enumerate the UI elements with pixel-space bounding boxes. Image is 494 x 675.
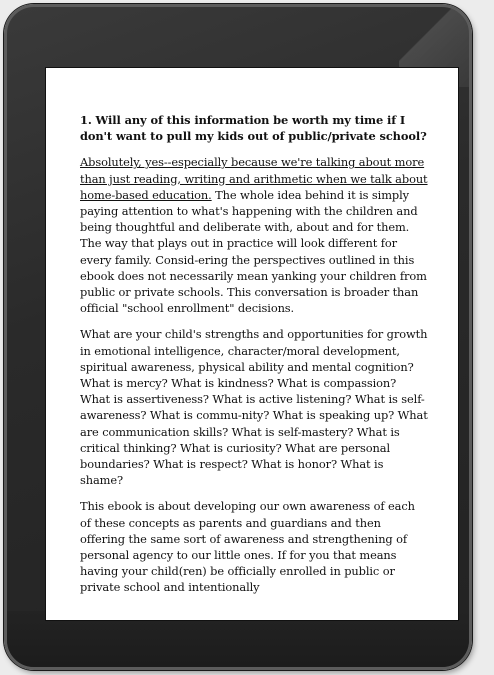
- answer-paragraph-1: [80, 154, 428, 316]
- ebook-page-content: [80, 112, 428, 606]
- underlined-answer-link[interactable]: Absolutely, yes--especially because we're talking about more than just reading, writing and arithmetic when we talk about home-based education.: [80, 155, 428, 202]
- answer-paragraph-1-text: The whole idea behind it is simply paying attention to what's happening with the children and being thoughtful and deliberate with, about and for them. The way that plays out in practice will look different for every family. Consid-ering the perspectives outlined in this ebook does not necessarily mean yanking your children from public or private schools. This conversation is broader than official "school enrollment" decisions.: [80, 187, 427, 316]
- answer-paragraph-2: What are your child's strengths and opportunities for growth in emotional intelligence, character/moral development, spiritual awareness, physical ability and mental cognition? What is mercy? What is kindness? What is compassion? What is assertiveness? What is active listening? What is self-awareness? What is commu-nity? What is speaking up? What are communication skills? What is self-mastery? What is critical thinking? What is curiosity? What are personal boundaries? What is respect? What is honor? What is shame?: [80, 327, 428, 488]
- tablet-device-frame: [4, 4, 472, 670]
- answer-paragraph-3: This ebook is about developing our own awareness of each of these concepts as parents and guardians and then offering the same sort of awareness and strengthening of personal agency to our little ones. If for you that means having your child(ren) be officially enrolled in public or private school and intentionally: [80, 499, 415, 595]
- faq-question-heading: 1. Will any of this information be worth my time if I don't want to pull my kids out of public/private school?: [80, 113, 427, 144]
- ebook-screen[interactable]: [45, 67, 459, 621]
